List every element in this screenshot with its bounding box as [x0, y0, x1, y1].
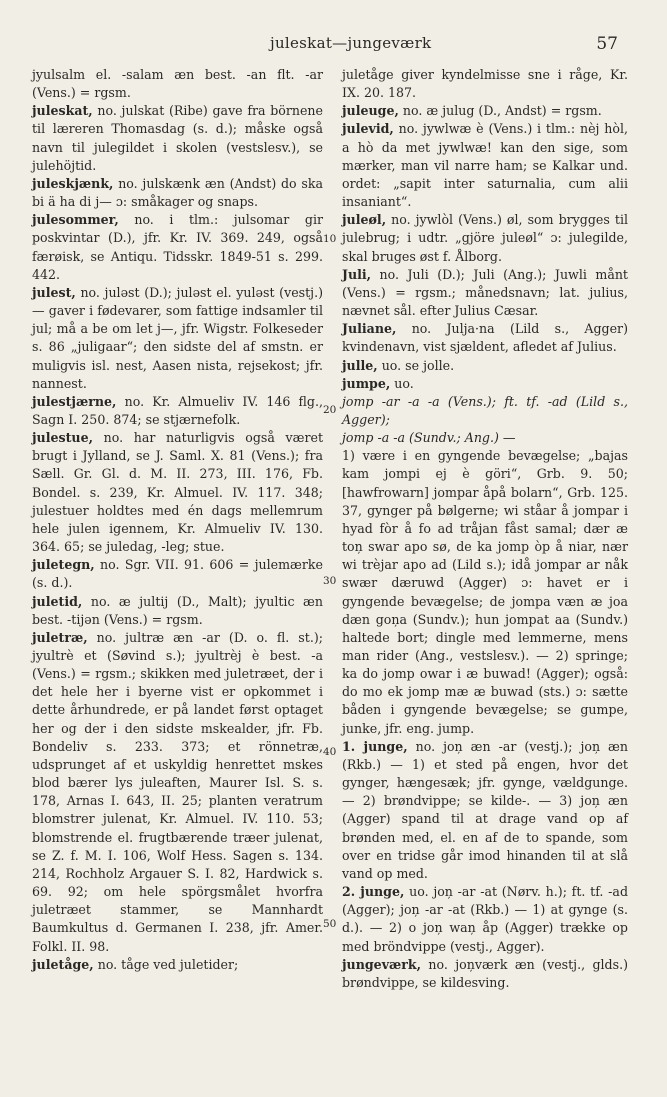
entry-text: no. Juli (D.); Juli (Ang.); Juwli månt (Vens.) = rgsm.; månedsnavn; lat. julius, nævnet sål. efter Julius Cæsar. [342, 266, 628, 319]
page-number: 57 [596, 34, 618, 54]
headword: 2. junge, [342, 884, 405, 900]
line-number: 50 [323, 918, 337, 930]
line-number: 20 [323, 404, 337, 416]
headword: julest, [32, 284, 76, 300]
entry-text: jomp -ar -a -a (Vens.); ft. tf. -ad (Lild s., Agger); [342, 393, 628, 427]
entry-text: jyulsalm el. -salam æn best. -an flt. -ar (Vens.) = rgsm. [32, 67, 323, 101]
running-title: juleskat—jungeværk [270, 34, 432, 52]
headword: juletåge, [32, 956, 94, 972]
entry [32, 393, 323, 429]
headword: julevid, [342, 121, 394, 137]
entry [32, 956, 323, 974]
right-column [342, 66, 628, 992]
entry-text: no. i tlm.: julsomar gir poskvintar (D.), jfr. Kr. IV. 369. 249, også færøisk, se Antiqu. Tidsskr. 1849-51 s. 299. 442. [32, 212, 323, 282]
entry-text: no. jywlòl (Vens.) øl, som brygges til julebrug; i udtr. „gjöre juleøl“ ɔ: julegilde, skal bruges øst f. Ålborg. [342, 212, 628, 264]
entry-text: no. tåge ved juletider; [93, 956, 239, 972]
entry-text: uo. [390, 375, 414, 391]
headword: juleøl, [342, 212, 387, 228]
entry-text: juletåge giver kyndelmisse sne i råge, Kr. IX. 20. 187. [342, 67, 628, 101]
entry-text: 1) være i en gyngende bevægelse; „bajas kam jompi ej è göri“, Grb. 9. 50; [hawfrowarn] jompar åpå bolarn“, Grb. 125. 37, gynger på bølgerne; wi ståar å jompar i hyad fòr å fo ad tråjan fåst samal; dær æ toņ swar apo sø, de ka jomp òp å niar, nær wi trèjar apo ad (Lild s.); idå jompar ar nåk swær dæruwd (Agger) ɔ: havet er i gyngende bevægelse; de jompa væn æ joa dæn goņa (Sundv.); hun jompat aa (Sundv.) haltede bort; dingle med lemmerne, mens man rider (Ang., vestslesv.). — 2) springe; ka do jomp owar i æ buwad! (Agger); også: do mo ek jomp mæ æ buwad (sts.) ɔ: sætte båden i gyngende bevægelse; se gumpe, junke, jfr. eng. jump. [342, 448, 628, 736]
entry [32, 593, 323, 629]
headword: juletegn, [32, 557, 95, 573]
entry-text: jomp -a -a (Sundv.; Ang.) — [342, 430, 516, 446]
entry-text: no. joņ æn -ar (vestj.); joņ æn (Rkb.) — 1) et sted på engen, hvor det gynger, hængesæk; jfr. gynge, vældgunge. — 2) brøndvippe; se kilde-. — 3) joņ æn (Agger) spand til at drage vand op af brønden med, el. en af de to spande, som over en tridse går imod hinanden til at slå vand op med. [342, 738, 628, 881]
entry [342, 211, 628, 265]
entry-text: no. Sgr. VII. 91. 606 = julemærke (s. d.). [32, 557, 323, 591]
entry-text: no. juləst (D.); juləst el. yuləst (vestj.) — gaver i fødevarer, som fattige indsamler til jul; må a be om let j—, jfr. Wigstr. Folkeseder s. 86 „juligaar“; den sidste del af smstn. er muligvis isl. nest, Aasen nista, rejsekost; jfr. nannest. [32, 284, 323, 391]
headword: Juliane, [342, 321, 397, 337]
entry [32, 429, 323, 556]
entry [342, 120, 628, 211]
headword: julestjærne, [32, 393, 117, 409]
entry-text: no. jywlwæ è (Vens.) i tlm.: nèj hòl, a hò da met jywlwæ! kan den sige, som mærker, man vil narre ham; se Kalkar und. ordet: „sapit inter saturnalia, cum alii insaniant“. [342, 121, 628, 210]
headword: juletid, [32, 593, 83, 609]
entry [342, 266, 628, 320]
left-column [32, 66, 323, 974]
entry [342, 883, 628, 956]
headword: julesommer, [32, 212, 119, 228]
headword: juleskjænk, [32, 175, 114, 191]
entry [342, 320, 628, 356]
entry-text: no. julskænk æn (Andst) do ska bi ä ha di j— ɔ: småkager og snaps. [32, 175, 323, 210]
entry [342, 66, 628, 102]
line-number: 30 [323, 575, 337, 587]
entry [32, 556, 323, 592]
headword: juleskat, [32, 103, 93, 119]
entry-text: no. har naturligvis også været brugt i Jylland, se J. Saml. X. 81 (Vens.); fra Sæll. Gr. Gl. d. M. II. 273, III. 176, Fb. Bondel. s. 239, Kr. Almuel. IV. 117. 348; julestuer holdtes med én dags mellemrum hele julen igennem, Kr. Almueliv IV. 130. 364. 65; se juledag, -leg; stue. [32, 430, 323, 555]
entry [32, 629, 323, 956]
entry-text: no. joņværk æn (vestj., glds.) brøndvippe, se kildesving. [342, 956, 628, 990]
headword: jumpe, [342, 375, 391, 391]
headword: juletræ, [32, 629, 88, 645]
entry [32, 102, 323, 175]
headword: julestue, [32, 430, 93, 446]
entry [32, 284, 323, 393]
entry [342, 738, 628, 883]
entry-text: no. æ jultij (D., Malt); jyultic æn best. -tijən (Vens.) = rgsm. [32, 593, 323, 627]
entry [342, 357, 628, 375]
entry-text: no. julskat (Ribe) gave fra börnene til læreren Thomasdag (s. d.); måske også navn til julegildet i skolen (vestslesv.), se julehöjtid. [32, 103, 323, 173]
entry-text: no. æ julug (D., Andst) = rgsm. [398, 103, 602, 119]
entry-text: no. Julja·na (Lild s., Agger) kvindenavn, vist sjældent, afledet af Julius. [342, 321, 628, 355]
entry [32, 66, 323, 102]
entry-text: no. jultræ æn -ar (D. o. fl. st.); jyultrè et (Søvind s.); jyultrèj è best. -a (Vens.) = rgsm.; skikken med juletræet, der i det hele her i byerne vist er opkommet i dette århundrede, er på landet først optaget her og der i den sidste mskealder, jfr. Fb. Bondeliv s. 233. 373; et rönnetræ, udsprunget af et uskyldig henrettet mskes blod bærer lys juleaften, Maurer Isl. S. s. 178, Arnas I. 643, II. 25; planten veratrum blomstrer julenat, Kr. Almuel. IV. 110. 53; blomstrende el. frugtbærende træer julenat, se Z. f. M. I. 106, Wolf Hess. Sagen s. 134. 214, Rochholz Argauer S. I. 82, Hardwick s. 69. 92; om hele spörgsmålet hvorfra juletræet stammer, se Mannhardt Baumkultus d. Germanen I. 238, jfr. Amer. Folkl. II. 98. [32, 629, 323, 954]
headword: juleuge, [342, 103, 399, 119]
entry [342, 956, 628, 992]
entry [342, 375, 628, 393]
entry-text: no. Kr. Almueliv IV. 146 flg., Sagn I. 250. 874; se stjærnefolk. [32, 393, 323, 427]
entry-text: uo. joņ -ar -at (Nørv. h.); ft. tf. -ad (Agger); joņ -ar -at (Rkb.) — 1) at gynge (s. d.). — 2) o joņ waņ åp (Agger) trække op med bröndvippe (vestj., Agger). [342, 884, 629, 954]
line-number: 40 [323, 746, 337, 758]
line-number: 10 [323, 233, 337, 245]
entry [342, 102, 628, 120]
entry-text: uo. se jolle. [377, 357, 455, 373]
headword: julle, [342, 357, 378, 373]
entry [32, 211, 323, 284]
headword: Juli, [342, 266, 372, 282]
entry [342, 429, 628, 447]
entry [32, 175, 323, 211]
headword: jungeværk, [342, 956, 422, 972]
headword: 1. junge, [342, 738, 408, 754]
entry [342, 447, 628, 738]
entry [342, 393, 628, 429]
